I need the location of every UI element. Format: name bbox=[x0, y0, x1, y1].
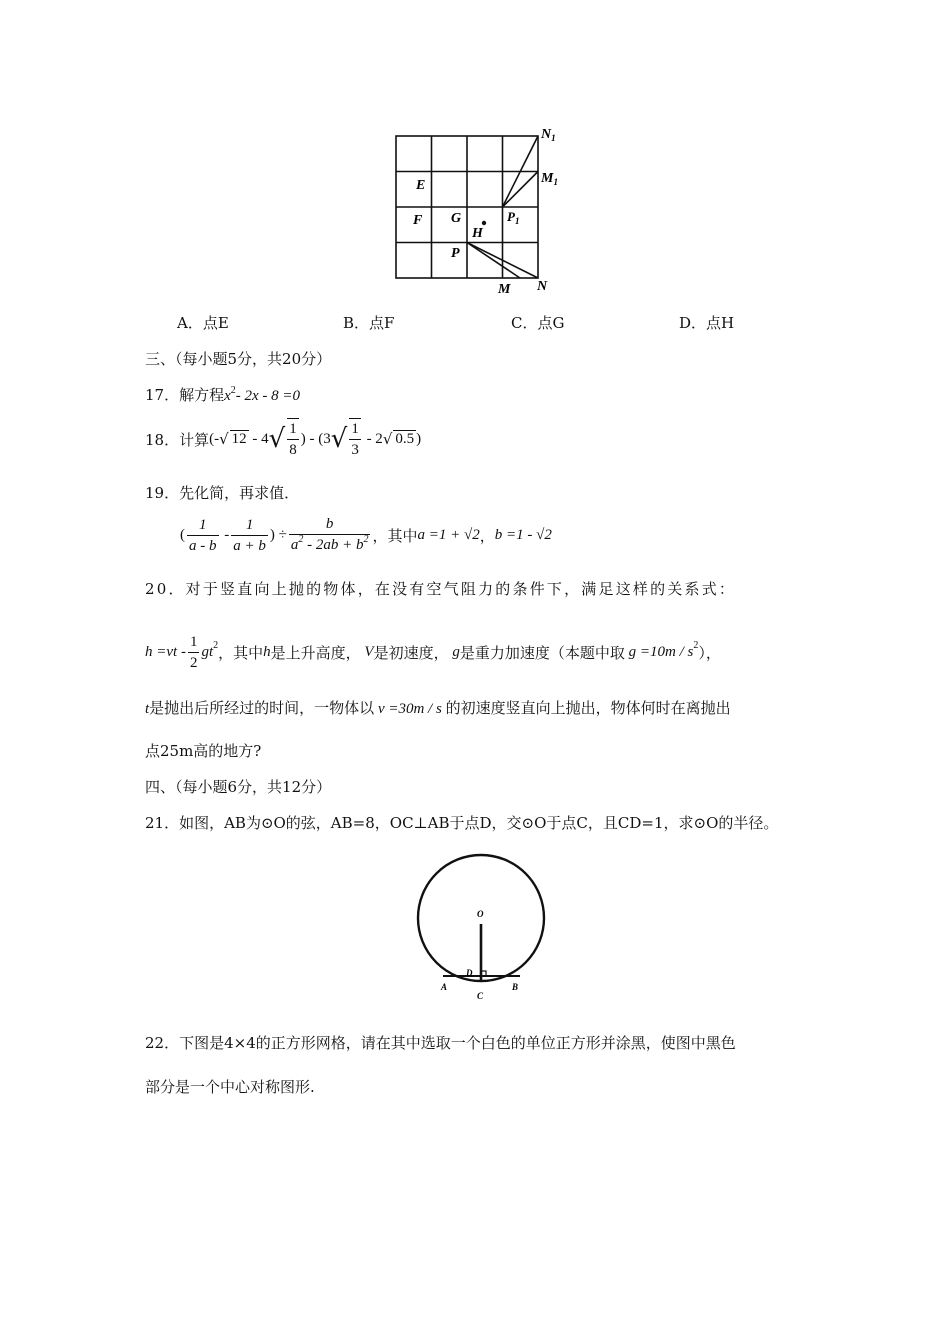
label-p: P bbox=[451, 246, 460, 261]
question-20-line-2: h =vt - $\frac{1}{2}$ gt 2 ，其中 h 是上升高度， V 是初速度， g 是重力加速度（本题中取 g =10m / s 2 ）， bbox=[145, 634, 721, 671]
label-f: F bbox=[413, 213, 423, 228]
question-21: 21．如图，AB为⊙O的弦，AB=8，OC⊥AB于点D，交⊙O于点C，且CD=1，求⊙O的半径。 bbox=[145, 814, 779, 832]
question-17: 17．解方程$x^2-$ 2x - 8 =0 bbox=[145, 385, 301, 404]
label-o: O bbox=[477, 909, 484, 919]
label-c: C bbox=[477, 991, 484, 1001]
label-h: H bbox=[472, 226, 483, 241]
label-n: N bbox=[537, 279, 548, 294]
option-b: B．点F bbox=[343, 314, 395, 332]
label-m: M bbox=[498, 282, 511, 297]
label-e: E bbox=[416, 178, 426, 193]
question-19-expression: ( $\frac{1}{a - b}$ - $\frac{1}{a + b}$ ) ÷ $\frac{b}{a^2 - 2ab + b^2}$ ，其中 a =1 + √2 ， b =1 - √2 bbox=[180, 516, 552, 554]
section-3-heading: 三、（每小题5分，共20分） bbox=[145, 350, 332, 368]
question-22-line-1: 22．下图是4×4的正方形网格，请在其中选取一个白色的单位正方形并涂黑，使图中黑色 bbox=[145, 1034, 736, 1052]
question-19: 19．先化简，再求值． bbox=[145, 484, 300, 502]
label-g: G bbox=[451, 211, 462, 226]
label-p1: $P_1$ bbox=[507, 209, 520, 226]
option-c: C．点G bbox=[511, 314, 565, 332]
label-d: D bbox=[466, 968, 473, 978]
section-4-heading: 四、（每小题6分，共12分） bbox=[145, 778, 332, 796]
question-20-line-1: 20．对于竖直向上抛的物体，在没有空气阻力的条件下，满足这样的关系式： bbox=[145, 580, 737, 598]
option-a: A．点E bbox=[177, 314, 229, 332]
label-b: B bbox=[512, 982, 519, 992]
question-22-line-2: 部分是一个中心对称图形. bbox=[145, 1078, 315, 1096]
option-d: D．点H bbox=[679, 314, 735, 332]
label-m1: $M_1$ bbox=[541, 171, 558, 187]
question-20-line-4: 点25m高的地方? bbox=[145, 742, 262, 760]
question-18: 18．计算 (- √ 12 - 4 √ $\frac{1}{8}$ ) - (3 √ $\frac{1}{3}$ - 2 √ 0.5 ) bbox=[145, 418, 421, 460]
question-20-line-3: t是抛出后所经过的时间，一物体以 v =30m / s 的初速度竖直向上抛出，物体何时在离抛出 bbox=[145, 699, 731, 717]
circle-figure bbox=[405, 850, 555, 1005]
label-a: A bbox=[441, 982, 448, 992]
grid-figure bbox=[380, 120, 570, 302]
label-n1: $N_1$ bbox=[541, 127, 556, 143]
